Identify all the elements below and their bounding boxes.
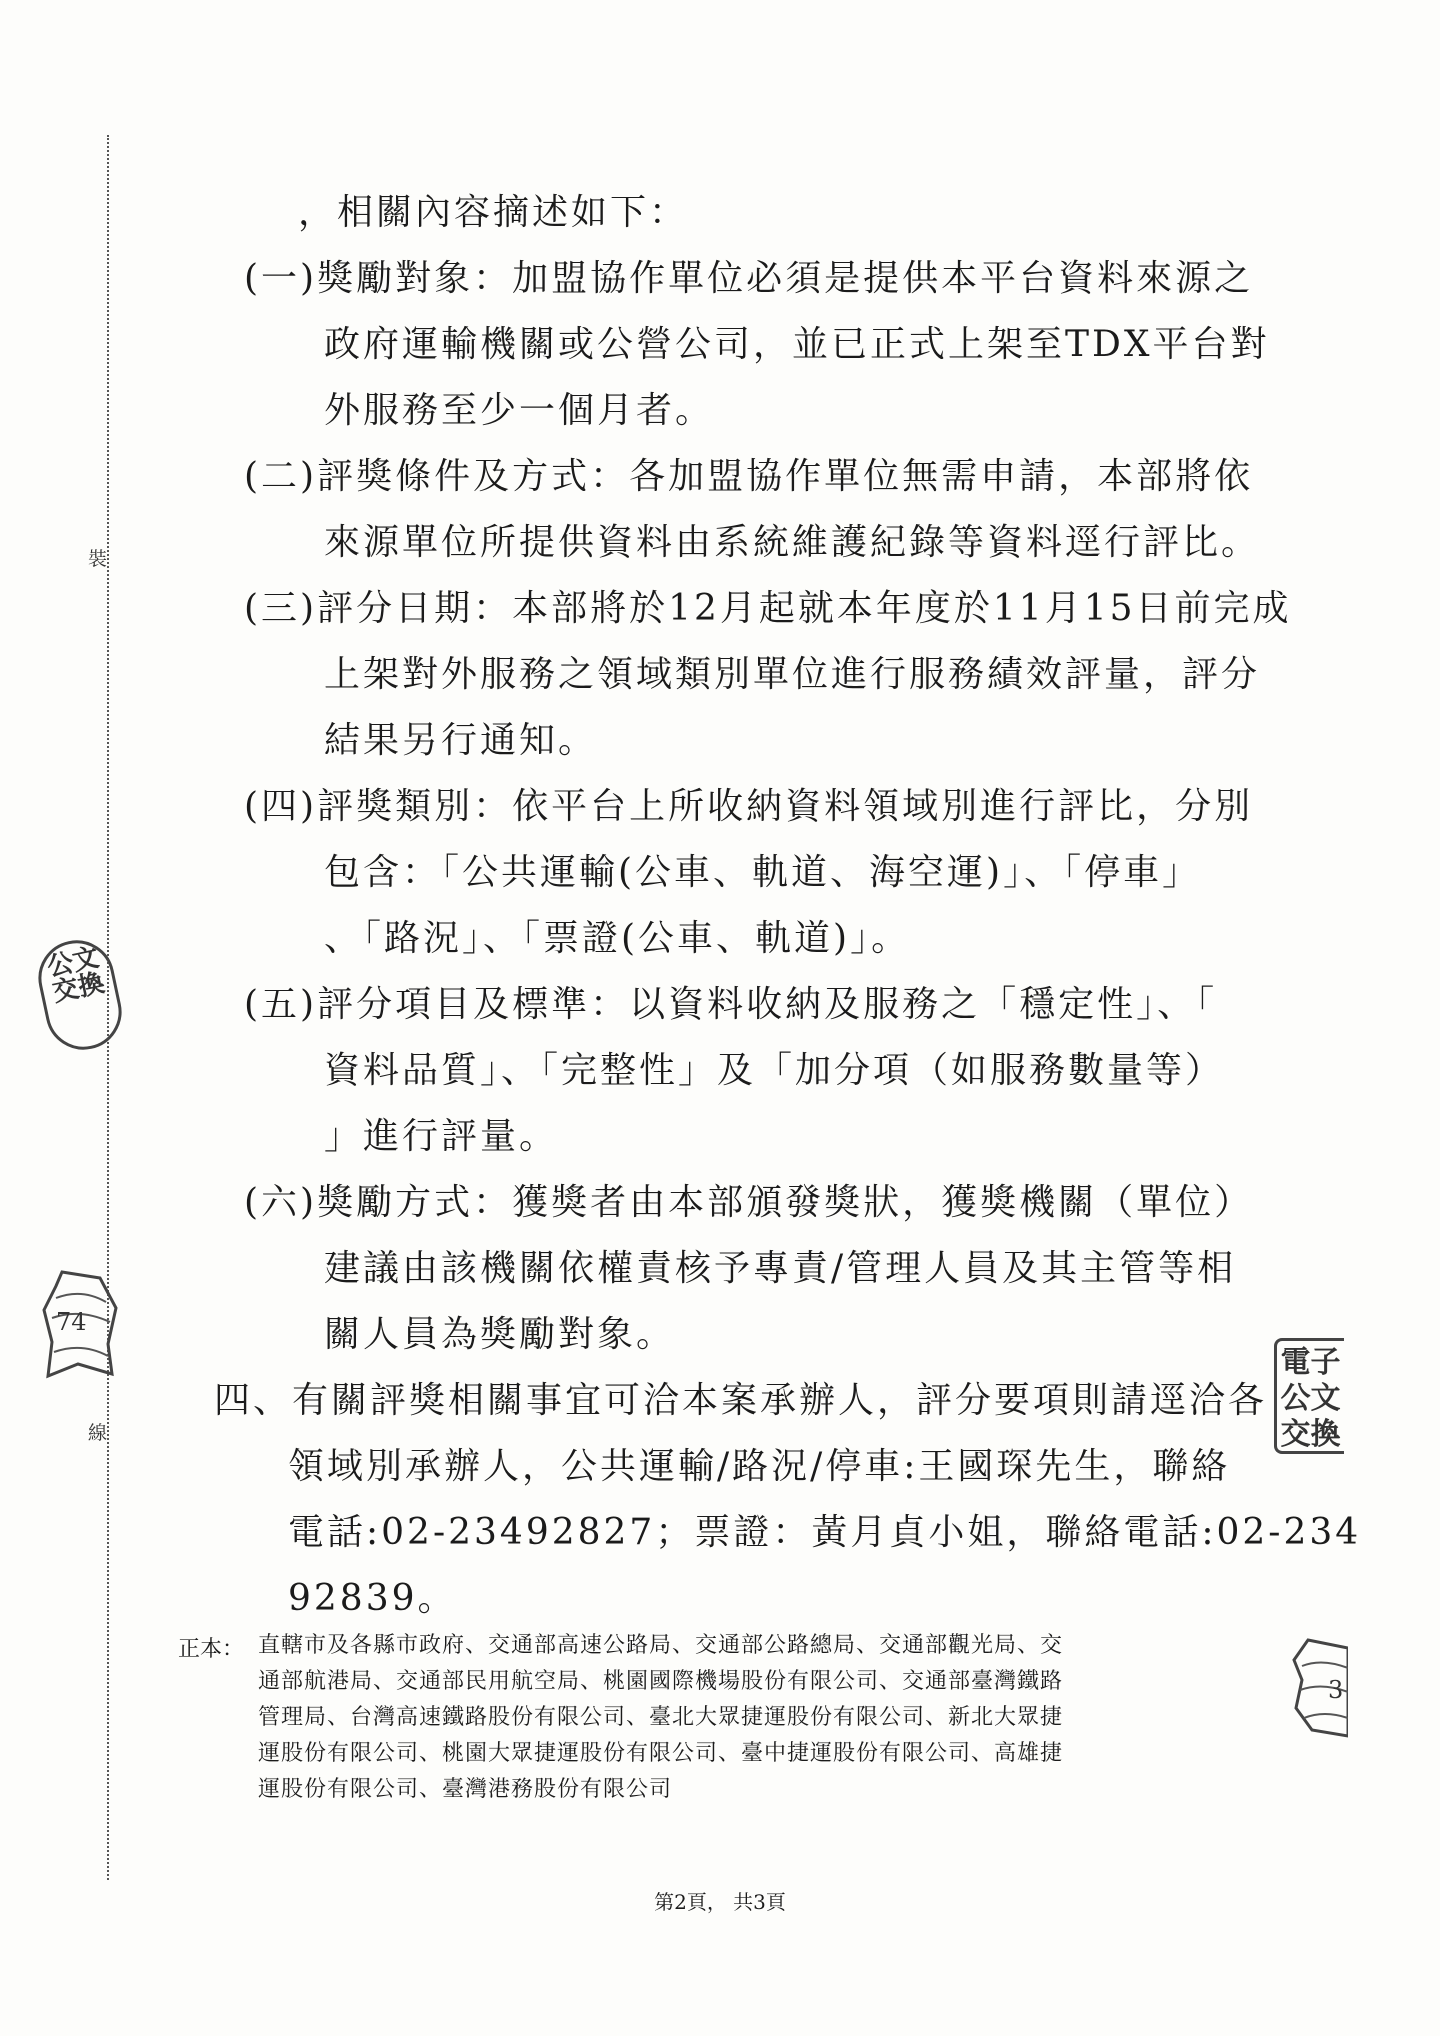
item-6-line: 關人員為獎勵對象。 <box>324 1314 676 1355</box>
recipients-line: 管理局、台灣高速鐵路股份有限公司、臺北大眾捷運股份有限公司、新北大眾捷 <box>258 1705 1064 1730</box>
recipients-line: 直轄市及各縣市政府、交通部高速公路局、交通部公路總局、交通部觀光局、交 <box>258 1633 1064 1658</box>
binding-char-bottom: 線 <box>88 1414 107 1449</box>
item-5-line: 資料品質」、「完整性」及「加分項（如服務數量等） <box>324 1050 1225 1091</box>
binding-char-top: 裝 <box>88 540 107 575</box>
recipients-label: 正本： <box>178 1637 245 1662</box>
item-5-line: (五)評分項目及標準：以資料收納及服務之「穩定性」、「 <box>244 984 1218 1025</box>
body-line: ，相關內容摘述如下： <box>298 192 689 233</box>
item-4-line: 、「路況」、「票證(公車、軌道)」。 <box>324 918 911 959</box>
page-number: 第2頁， 共3頁 <box>654 1890 786 1914</box>
section-4-line: 領域別承辦人，公共運輸/路況/停車:王國琛先生，聯絡 <box>288 1446 1231 1487</box>
item-3-line: 結果另行通知。 <box>324 720 598 761</box>
recipients-line: 運股份有限公司、桃園大眾捷運股份有限公司、臺中捷運股份有限公司、高雄捷 <box>258 1741 1064 1766</box>
left-stamp-text: 公文交換 <box>44 942 108 1009</box>
item-6-line: (六)獎勵方式：獲獎者由本部頒發獎狀，獲獎機關（單位） <box>244 1182 1254 1223</box>
item-2-line: 來源單位所提供資料由系統維護紀錄等資料逕行評比。 <box>324 522 1261 563</box>
recipients-line: 通部航港局、交通部民用航空局、桃園國際機場股份有限公司、交通部臺灣鐵路 <box>258 1669 1064 1694</box>
right-stamp-text: 電子公文交換 <box>1280 1345 1341 1452</box>
item-1-line: 政府運輸機關或公營公司，並已正式上架至TDX平台對 <box>324 324 1270 365</box>
right-seal-number: 3 <box>1328 1676 1344 1704</box>
item-4-line: (四)評獎類別：依平台上所收納資料領域別進行評比，分別 <box>244 786 1254 827</box>
item-3-line: (三)評分日期：本部將於12月起就本年度於11月15日前完成 <box>244 588 1292 629</box>
left-seal-number: 74 <box>56 1308 87 1336</box>
item-6-line: 建議由該機關依權責核予專責/管理人員及其主管等相 <box>324 1248 1237 1289</box>
item-2-line: (二)評獎條件及方式：各加盟協作單位無需申請，本部將依 <box>244 456 1254 497</box>
section-4-line: 92839。 <box>288 1578 457 1619</box>
recipients-line: 運股份有限公司、臺灣港務股份有限公司 <box>258 1777 673 1802</box>
section-4-line: 電話:02-23492827；票證：黃月貞小姐，聯絡電話:02-234 <box>288 1512 1362 1553</box>
item-1-line: 外服務至少一個月者。 <box>324 390 715 431</box>
item-4-line: 包含：「公共運輸(公車、軌道、海空運)」、「停車」 <box>324 852 1202 893</box>
item-3-line: 上架對外服務之領域類別單位進行服務績效評量，評分 <box>324 654 1261 695</box>
section-4-line: 四、有關評獎相關事宜可洽本案承辦人，評分要項則請逕洽各 <box>214 1380 1268 1421</box>
item-1-line: (一)獎勵對象：加盟協作單位必須是提供本平台資料來源之 <box>244 258 1254 299</box>
item-5-line: 」進行評量。 <box>324 1116 559 1157</box>
